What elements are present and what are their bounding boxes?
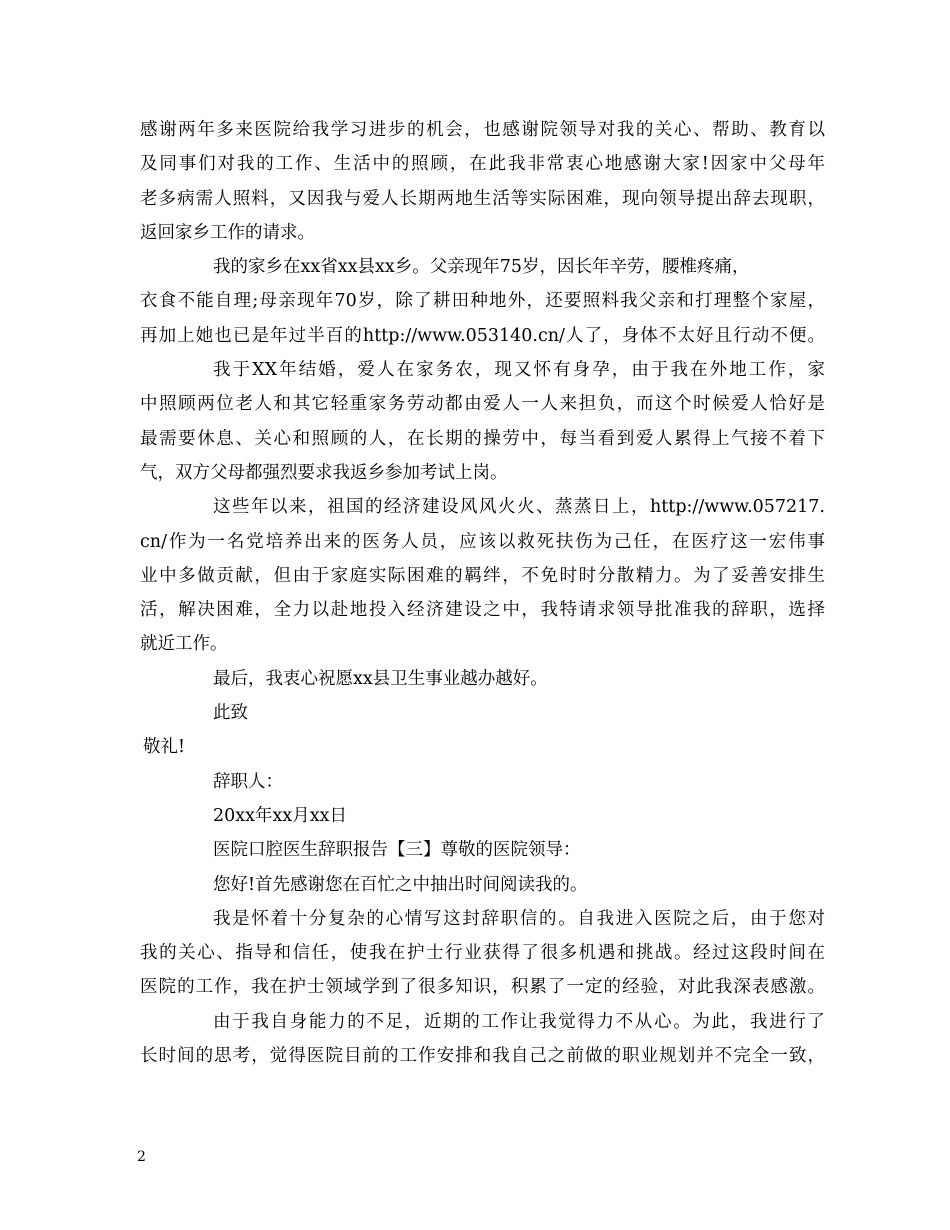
text-line: 业中多做贡献，但由于家庭实际困难的羁绊，不免时时分散精力。为了妥善安排生 (140, 565, 825, 586)
text-line: 这些年以来，祖国的经济建设风风火火、蒸蒸日上，http://www.057217. (213, 497, 825, 518)
text-line: 医院口腔医生辞职报告【三】尊敬的医院领导： (213, 840, 581, 861)
text-line: 我的家乡在xx省xx县xx乡。父亲现年75岁，因长年辛劳，腰椎疼痛， (213, 257, 750, 278)
text-line: 辞职人： (213, 771, 283, 792)
text-line: 衣食不能自理;母亲现年70岁，除了耕田种地外，还要照料我父亲和打理整个家屋， (140, 291, 825, 312)
text-line: 感谢两年多来医院给我学习进步的机会，也感谢院领导对我的关心、帮助、教育以 (140, 120, 825, 140)
text-line: 及同事们对我的工作、生活中的照顾，在此我非常衷心地感谢大家!因家中父母年 (140, 154, 825, 175)
document-body (140, 113, 825, 1073)
text-line: 我于XX年结婚，爱人在家务农，现又怀有身孕，由于我在外地工作，家 (213, 360, 825, 381)
text-line: 您好!首先感谢您在百忙之中抽出时间阅读我的。 (213, 874, 588, 895)
text-line: 就近工作。 (140, 634, 228, 655)
text-line: 活，解决困难，全力以赴地投入经济建设之中，我特请求领导批准我的辞职，选择 (140, 600, 825, 621)
text-line: 此致 (213, 703, 248, 724)
text-line: 再加上她也已是年过半百的http://www.053140.cn/人了，身体不太好且行动不便。 (140, 325, 825, 346)
text-line: 老多病需人照料，又因我与爱人长期两地生活等实际困难，现向领导提出辞去现职， (140, 188, 825, 209)
text-line: cn/作为一名党培养出来的医务人员，应该以救死扶伤为己任，在医疗这一宏伟事 (140, 531, 825, 552)
text-line: 医院的工作，我在护士领域学到了很多知识，积累了一定的经验，对此我深表感激。 (140, 977, 825, 998)
text-line: 我是怀着十分复杂的心情写这封辞职信的。自我进入医院之后，由于您对 (213, 908, 825, 929)
text-line: 我的关心、指导和信任，使我在护士行业获得了很多机遇和挑战。经过这段时间在 (140, 943, 825, 964)
text-line: 最后，我衷心祝愿xx县卫生事业越办越好。 (213, 668, 548, 689)
text-line: 返回家乡工作的请求。 (140, 222, 315, 243)
text-line: 由于我自身能力的不足，近期的工作让我觉得力不从心。为此，我进行了 (213, 1011, 825, 1032)
text-line: 20xx年xx月xx日 (213, 805, 347, 826)
text-line: 敬礼! (143, 737, 186, 758)
text-line: 最需要休息、关心和照顾的人，在长期的操劳中，每当看到爱人累得上气接不着下 (140, 428, 825, 449)
text-line: 中照顾两位老人和其它轻重家务劳动都由爱人一人来担负，而这个时候爱人恰好是 (140, 394, 825, 415)
text-line: 气，双方父母都强烈要求我返乡参加考试上岗。 (140, 462, 508, 483)
text-line: 长时间的思考，觉得医院目前的工作安排和我自己之前做的职业规划并不完全一致， (140, 1046, 825, 1067)
page-number: 2 (137, 1149, 146, 1165)
